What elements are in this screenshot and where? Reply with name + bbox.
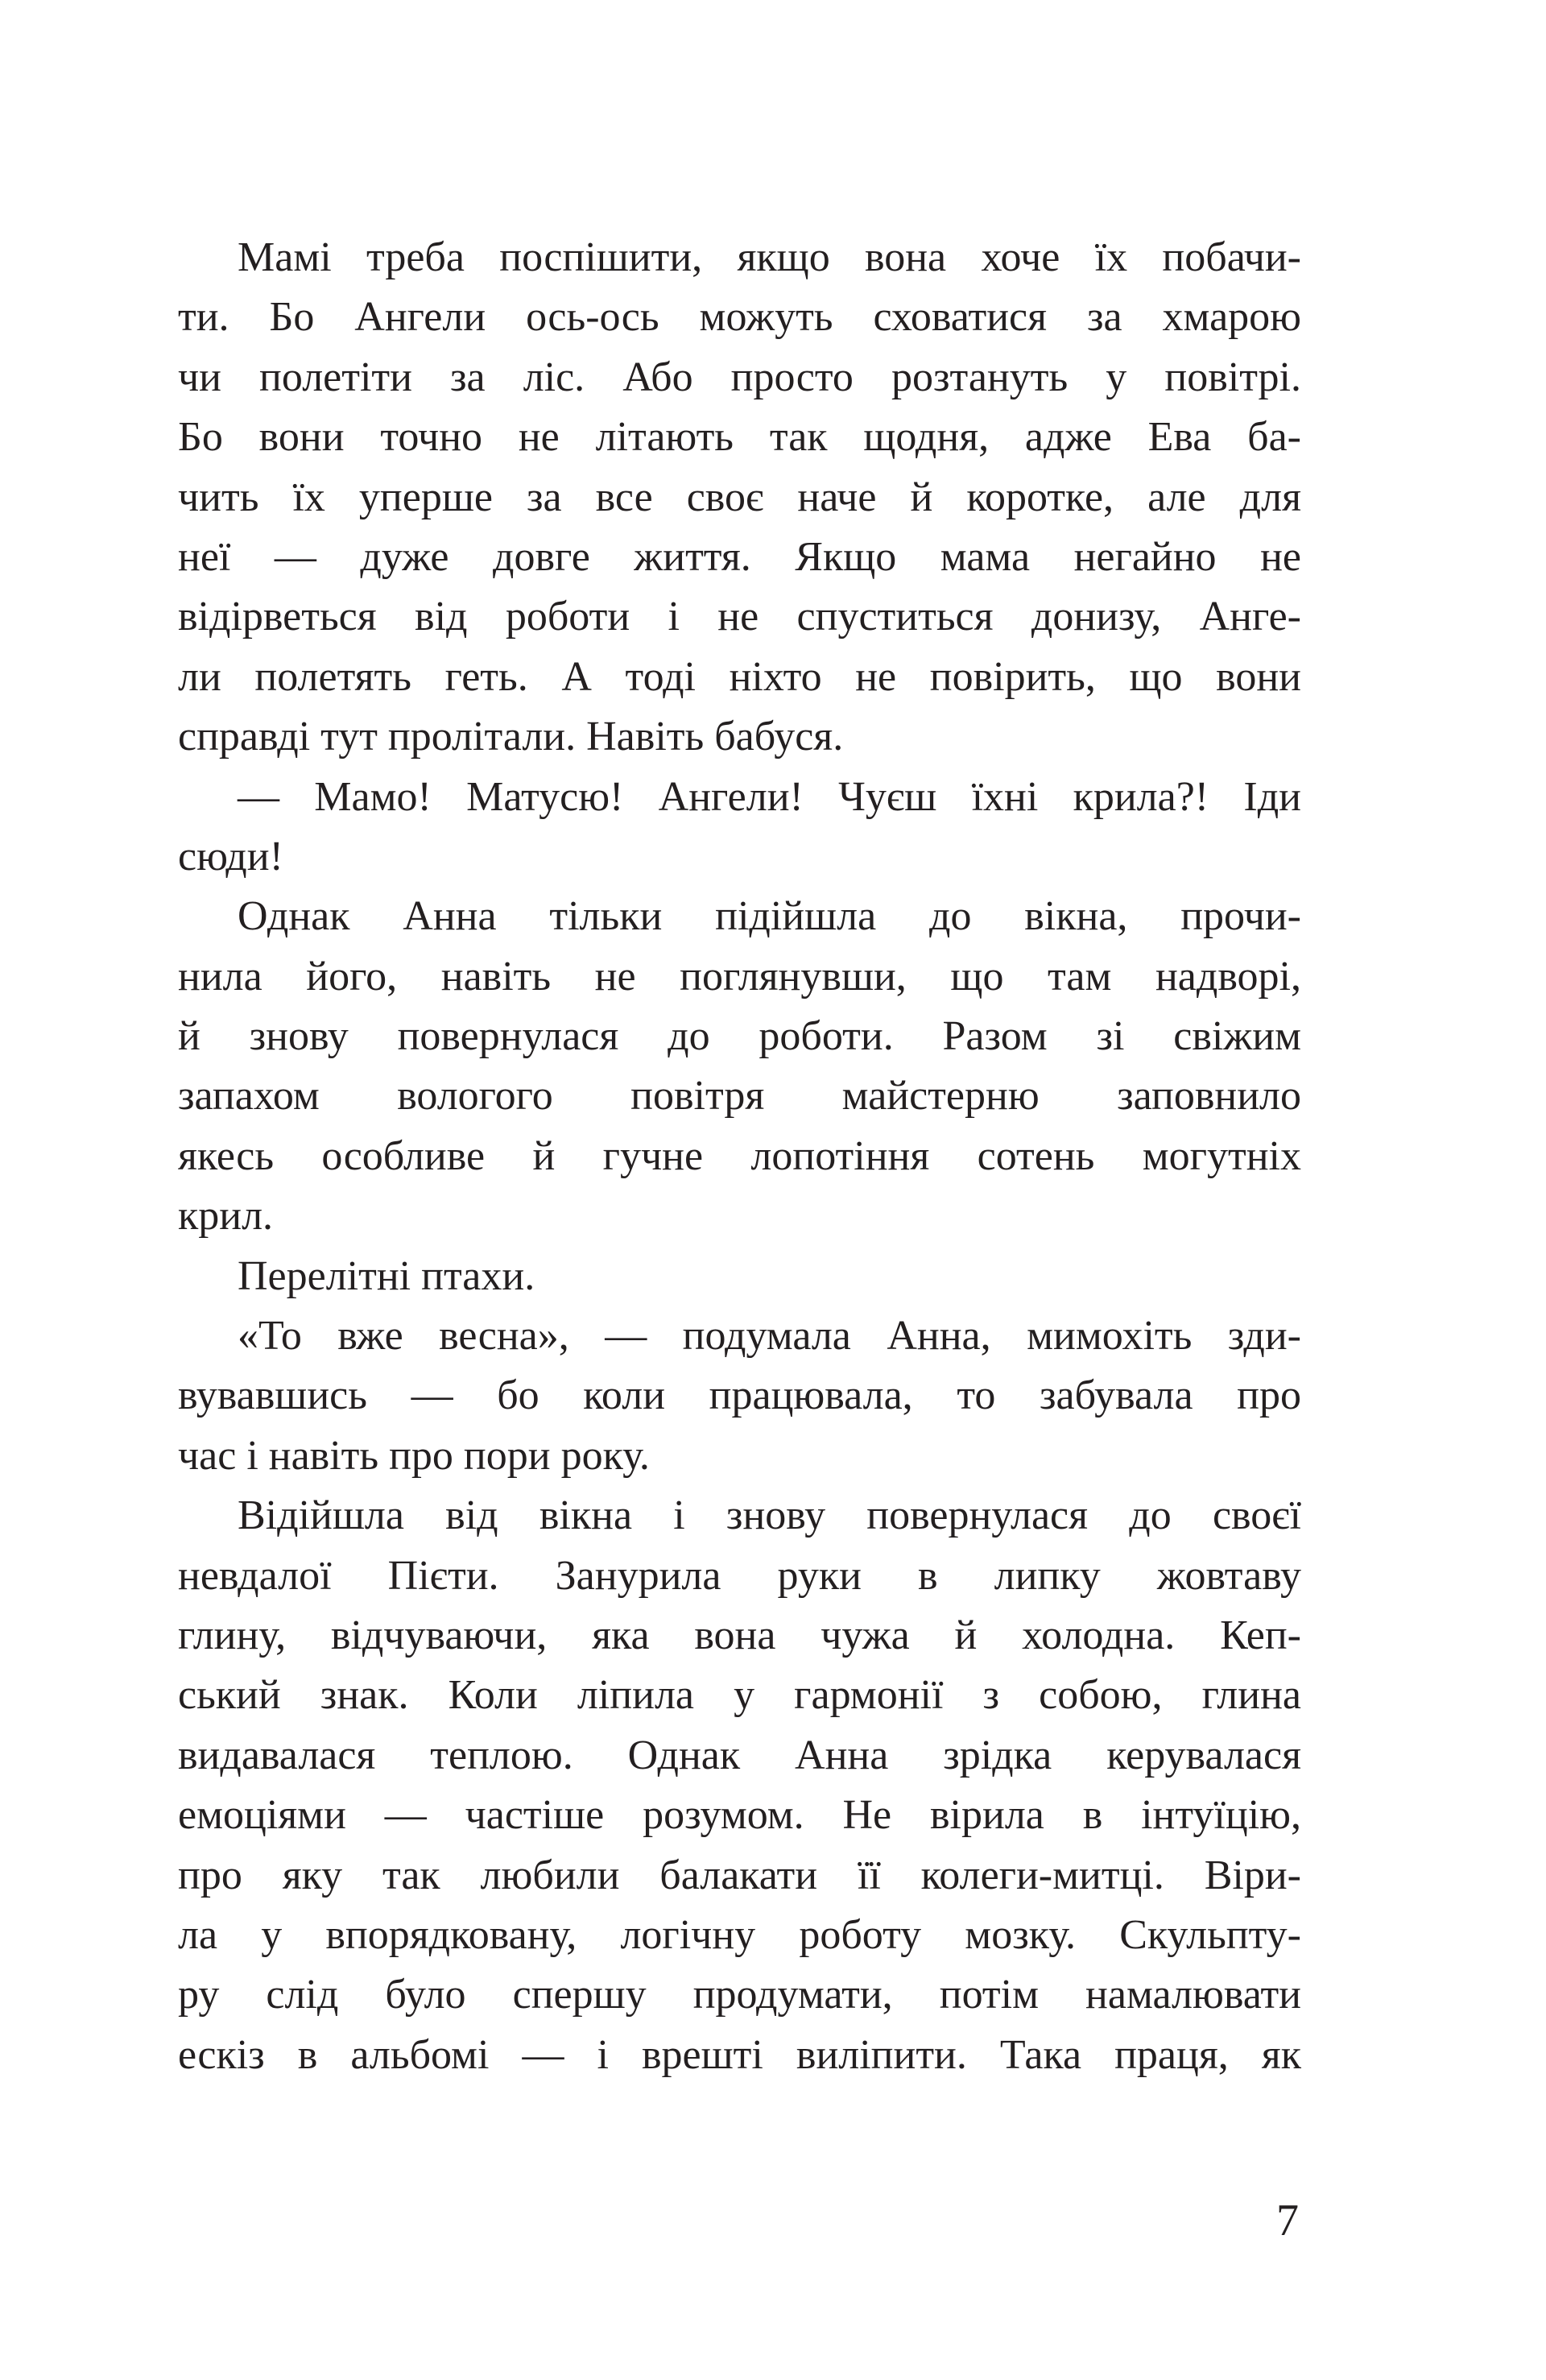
- text-line: ла у впорядковану, логічну роботу мозку. Скульпту-: [178, 1911, 1301, 1958]
- paragraph: [178, 1306, 1301, 1486]
- text-line: нила його, навіть не поглянувши, що там надворі,: [178, 953, 1301, 1000]
- text-line: емоціями — частіше розумом. Не вірила в інтуїцію,: [178, 1792, 1301, 1839]
- text-line: про яку так любили балакати її колеги-митці. Віри-: [178, 1852, 1301, 1898]
- text-line: Мамі треба поспішити, якщо вона хоче їх побачи-: [238, 234, 1301, 280]
- text-line: «То вже весна», — подумала Анна, мимохіть зди-: [238, 1313, 1301, 1360]
- text-line: Однак Анна тільки підійшла до вікна, прочи-: [238, 893, 1301, 940]
- text-line: запахом вологого повітря майстерню заповнило: [178, 1073, 1301, 1120]
- body-text: [178, 228, 1301, 2085]
- paragraph: [178, 228, 1301, 768]
- text-line: час і навіть про пори року.: [178, 1432, 650, 1479]
- text-line: Перелітні птахи.: [238, 1252, 535, 1299]
- text-line: невдалої Пієти. Занурила руки в липку жовтаву: [178, 1552, 1301, 1599]
- text-line: сюди!: [178, 833, 283, 880]
- text-line: чи полетіти за ліс. Або просто розтануть у повітрі.: [178, 354, 1301, 400]
- paragraph: [178, 1247, 1301, 1306]
- text-line: ру слід було спершу продумати, потім намалювати: [178, 1972, 1301, 2018]
- text-line: справді тут пролітали. Навіть бабуся.: [178, 714, 844, 760]
- text-line: вувавшись — бо коли працювала, то забувала про: [178, 1372, 1301, 1419]
- page-number: 7: [1276, 2196, 1299, 2245]
- text-line: неї — дуже довге життя. Якщо мама негайно не: [178, 533, 1301, 580]
- text-line: чить їх уперше за все своє наче й коротке, але для: [178, 474, 1301, 520]
- text-line: крил.: [178, 1193, 274, 1240]
- text-line: Відійшла від вікна і знову повернулася до своєї: [238, 1492, 1301, 1539]
- text-line: відірветься від роботи і не спуститься донизу, Анге-: [178, 594, 1301, 640]
- text-line: глину, відчуваючи, яка вона чужа й холодна. Кеп-: [178, 1612, 1301, 1658]
- paragraph: [178, 1486, 1301, 2085]
- text-line: ський знак. Коли ліпила у гармонії з собою, глина: [178, 1672, 1301, 1719]
- text-line: й знову повернулася до роботи. Разом зі свіжим: [178, 1013, 1301, 1060]
- text-line: — Мамо! Матусю! Ангели! Чуєш їхні крила?! Іди: [238, 773, 1301, 820]
- text-line: ли полетять геть. А тоді ніхто не повірить, що вони: [178, 653, 1301, 700]
- text-line: ти. Бо Ангели ось-ось можуть сховатися за хмарою: [178, 294, 1301, 341]
- paragraph: [178, 768, 1301, 888]
- text-line: ескіз в альбомі — і врешті виліпити. Така праця, як: [178, 2031, 1301, 2078]
- text-line: видавалася теплою. Однак Анна зрідка керувалася: [178, 1732, 1301, 1778]
- text-line: якесь особливе й гучне лопотіння сотень могутніх: [178, 1132, 1301, 1179]
- paragraph: [178, 887, 1301, 1246]
- text-line: Бо вони точно не літають так щодня, адже Ева ба-: [178, 414, 1301, 461]
